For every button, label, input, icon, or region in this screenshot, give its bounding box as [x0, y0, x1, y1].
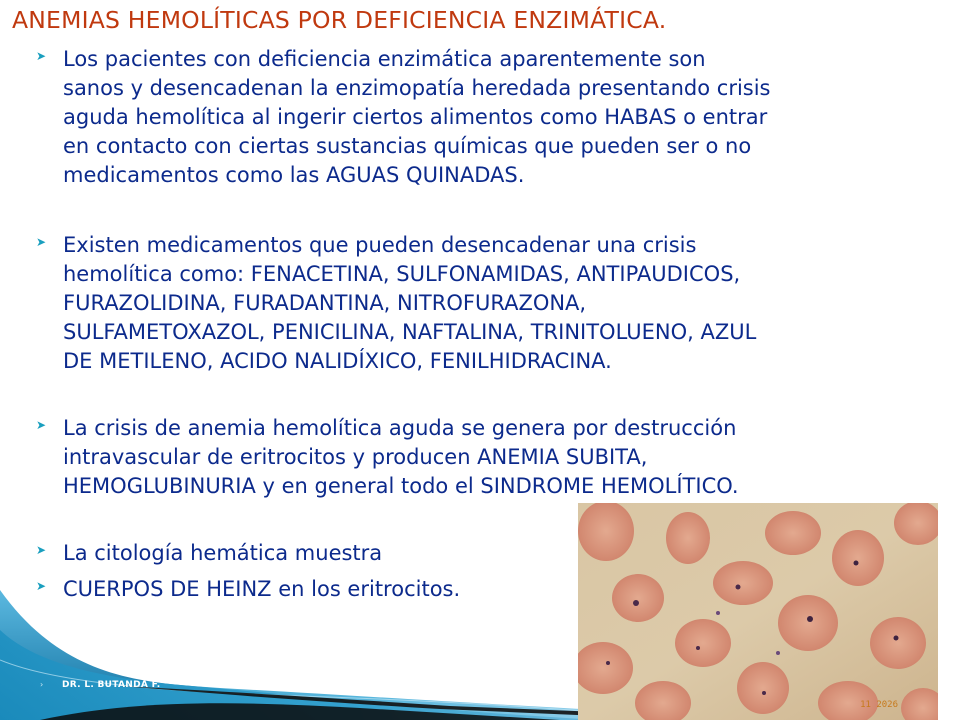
footer-author: DR. L. BUTANDA F. [62, 680, 161, 690]
bullet-text: Los pacientes con deficiencia enzimática aparentemente son sanos y desencadenan la enzimopatía heredada presentando crisis aguda hemolítica al ingerir ciertos alimentos como HABAS o entrar en contacto con ciertas sustancias químicas que pueden ser o no medicamentos como las AGUAS QUINADAS. [63, 47, 771, 187]
arrow-bullet-icon: ➤ [36, 579, 47, 593]
footer-bullet-icon: › [40, 680, 44, 689]
blood-smear-image [578, 503, 938, 720]
arrow-bullet-icon: ➤ [36, 543, 47, 557]
arrow-bullet-icon: ➤ [36, 49, 47, 63]
footer-band [0, 590, 600, 720]
arrow-bullet-icon: ➤ [36, 418, 47, 432]
bullet-text: Existen medicamentos que pueden desencadenar una crisis hemolítica como: FENACETINA, SULFONAMIDAS, ANTIPAUDICOS, FURAZOLIDINA, FURADANTINA, NITROFURAZONA, SULFAMETOXAZOL, PENICILINA, NAFTALINA, TRINITOLUENO, AZUL DE METILENO, ACIDO NALIDÍXICO, FENILHIDRACINA. [63, 233, 757, 373]
bullet-text: La crisis de anemia hemolítica aguda se genera por destrucción intravascular de eritrocitos y producen ANEMIA SUBITA, HEMOGLUBINURIA y en general todo el SINDROME HEMOLÍTICO. [63, 416, 739, 498]
blood-smear-photo [578, 503, 938, 720]
slide-title: ANEMIAS HEMOLÍTICAS POR DEFICIENCIA ENZIMÁTICA. [12, 6, 667, 34]
photo-date-stamp: 11 2026 [860, 700, 898, 710]
arrow-bullet-icon: ➤ [36, 235, 47, 249]
bullet-text: CUERPOS DE HEINZ en los eritrocitos. [63, 577, 461, 601]
bullet-text: La citología hemática muestra [63, 541, 383, 565]
